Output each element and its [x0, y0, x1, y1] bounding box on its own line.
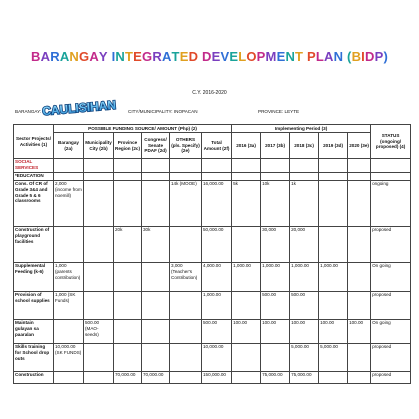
cell-total: 16,000.00 — [202, 181, 232, 227]
cell-y2016 — [232, 344, 261, 372]
cell-brgy: 1,000 (SK Funds) — [54, 292, 84, 320]
header-col: 2020 (3e) — [348, 133, 371, 159]
status-cell: proposed — [371, 344, 411, 372]
cell-others — [170, 320, 202, 344]
cell-cong: 30k — [142, 227, 170, 263]
cell-total: 50,000.00 — [202, 227, 232, 263]
header-col: Barangay (2a) — [54, 133, 84, 159]
cell-y2018: 500.00 — [290, 292, 319, 320]
cell-prov: 20k — [114, 227, 142, 263]
cell-y2019 — [319, 227, 348, 263]
project-name: Maintain gulayan sa paaralan — [14, 320, 54, 344]
cell-brgy: 1,000 (parents contribution) — [54, 263, 84, 292]
cell-y2019: 100.00 — [319, 320, 348, 344]
cell-muni — [84, 263, 114, 292]
cell-y2019: 5,000.00 — [319, 344, 348, 372]
cell-y2020 — [348, 181, 371, 227]
cell-y2016: 100.00 — [232, 320, 261, 344]
status-cell: On going — [371, 320, 411, 344]
header-col: 2016 (3a) — [232, 133, 261, 159]
header-col: 2019 (3d) — [319, 133, 348, 159]
cell-others — [170, 344, 202, 372]
city-label: CITY/MUNICIPALITY: INOPACAN — [128, 109, 198, 114]
cell-cong — [142, 263, 170, 292]
cell-y2017: 75,000.00 — [261, 372, 290, 384]
status-cell: ongoing — [371, 181, 411, 227]
barangay-label: BARANGAY: — [15, 109, 42, 114]
cell-y2019 — [319, 181, 348, 227]
cell-total: 10,000.00 — [202, 344, 232, 372]
cell-muni — [84, 227, 114, 263]
cell-y2019: 1,000.00 — [319, 263, 348, 292]
cell-muni — [84, 292, 114, 320]
section-education: *EDUCATION — [14, 173, 54, 181]
header-col: Province Region (2c) — [114, 133, 142, 159]
cell-y2017: 10k — [261, 181, 290, 227]
cell-y2017: 100.00 — [261, 320, 290, 344]
cell-prov — [114, 320, 142, 344]
project-name: Construction of playground facilities — [14, 227, 54, 263]
status-cell: proposed — [371, 227, 411, 263]
cell-y2018: 1,000.00 — [290, 263, 319, 292]
project-name: Provision of school supplies — [14, 292, 54, 320]
project-name: Supplemental Feeding (k-6) — [14, 263, 54, 292]
table-row — [14, 292, 411, 320]
table-row — [14, 372, 411, 384]
cell-muni — [84, 372, 114, 384]
cell-y2017: 1,000.00 — [261, 263, 290, 292]
cell-y2017 — [261, 344, 290, 372]
status-cell: proposed — [371, 292, 411, 320]
barangay-name-logo — [41, 93, 117, 120]
table-row — [14, 320, 411, 344]
cell-prov — [114, 181, 142, 227]
header-col: 2018 (3c) — [290, 133, 319, 159]
cell-others — [170, 372, 202, 384]
cell-total: 1,000.00 — [202, 292, 232, 320]
cell-brgy: 2,000 (income from noemill) — [54, 181, 84, 227]
cell-total: 150,000.00 — [202, 372, 232, 384]
header-col: OTHERS (pls. Specify) (2e) — [170, 133, 202, 159]
header-col: Total Amount (2f) — [202, 133, 232, 159]
cell-y2020: 100.00 — [348, 320, 371, 344]
cell-muni: 500.00 (MAO-seeds) — [84, 320, 114, 344]
cell-brgy — [54, 320, 84, 344]
cell-y2018: 75,000.00 — [290, 372, 319, 384]
cell-total: 500.00 — [202, 320, 232, 344]
cell-y2018: 1k — [290, 181, 319, 227]
cell-others — [170, 292, 202, 320]
header-col: Congress/ Senate PDAF (2d) — [142, 133, 170, 159]
cell-cong — [142, 320, 170, 344]
section-social-services: SOCIAL SERVICES — [14, 159, 54, 173]
header-funding-group: POSSIBLE FUNDING SOURCE/ AMOUNT (Php) (2) — [54, 125, 232, 133]
cell-y2016: 1,000.00 — [232, 263, 261, 292]
cell-brgy — [54, 227, 84, 263]
header-implementing-group: Implementing Period (3) — [232, 125, 371, 133]
document-title: BARANGAY INTEGRATED DEVELOPMENT PLAN (BIDP) — [31, 49, 388, 64]
status-cell: proposed — [371, 372, 411, 384]
status-cell: On going — [371, 263, 411, 292]
province-label: PROVINCE: LEYTE — [258, 109, 300, 114]
cell-cong — [142, 292, 170, 320]
cell-y2020 — [348, 263, 371, 292]
cell-y2020 — [348, 292, 371, 320]
cell-muni — [84, 344, 114, 372]
cell-y2020 — [348, 344, 371, 372]
cell-brgy: 10,000.00 (SK FUNDS) — [54, 344, 84, 372]
table-row — [14, 181, 411, 227]
cell-y2018: 100.00 — [290, 320, 319, 344]
bidp-table — [13, 124, 411, 384]
calendar-year: C.Y. 2016-2020 — [192, 90, 227, 96]
cell-y2018: 20,000 — [290, 227, 319, 263]
project-name: Skills training for School drop outs — [14, 344, 54, 372]
cell-y2016: 5k — [232, 181, 261, 227]
cell-muni — [84, 181, 114, 227]
cell-others: 14k (MOOE) — [170, 181, 202, 227]
cell-y2017: 500.00 — [261, 292, 290, 320]
cell-others: 3,000 (Teacher's Contribution) — [170, 263, 202, 292]
cell-y2016 — [232, 372, 261, 384]
cell-y2019 — [319, 372, 348, 384]
cell-prov: 70,000.00 — [114, 372, 142, 384]
cell-y2020 — [348, 372, 371, 384]
cell-prov — [114, 344, 142, 372]
cell-total: 4,000.00 — [202, 263, 232, 292]
cell-brgy — [54, 372, 84, 384]
cell-y2016 — [232, 292, 261, 320]
header-col: Municipality City (2b) — [84, 133, 114, 159]
table-row — [14, 263, 411, 292]
cell-prov — [114, 263, 142, 292]
cell-y2016 — [232, 227, 261, 263]
cell-y2017: 30,000 — [261, 227, 290, 263]
header-status: STATUS (ongoing/ proposed) (4) — [371, 125, 411, 159]
header-col: 2017 (3b) — [261, 133, 290, 159]
table-row — [14, 344, 411, 372]
svg-text:CAULISIHAN: CAULISIHAN — [41, 97, 117, 119]
cell-others — [170, 227, 202, 263]
project-name: Construction — [14, 372, 54, 384]
cell-y2019 — [319, 292, 348, 320]
cell-y2020 — [348, 227, 371, 263]
cell-cong — [142, 344, 170, 372]
cell-cong — [142, 181, 170, 227]
cell-y2018: 5,000.00 — [290, 344, 319, 372]
cell-cong: 70,000.00 — [142, 372, 170, 384]
table-row — [14, 227, 411, 263]
header-sector: Sector Projects/ Activities (1) — [14, 125, 54, 159]
cell-prov — [114, 292, 142, 320]
project-name: Cons. Of CR of Grade 3&4 and Grade 5 & 6 classrooms — [14, 181, 54, 227]
